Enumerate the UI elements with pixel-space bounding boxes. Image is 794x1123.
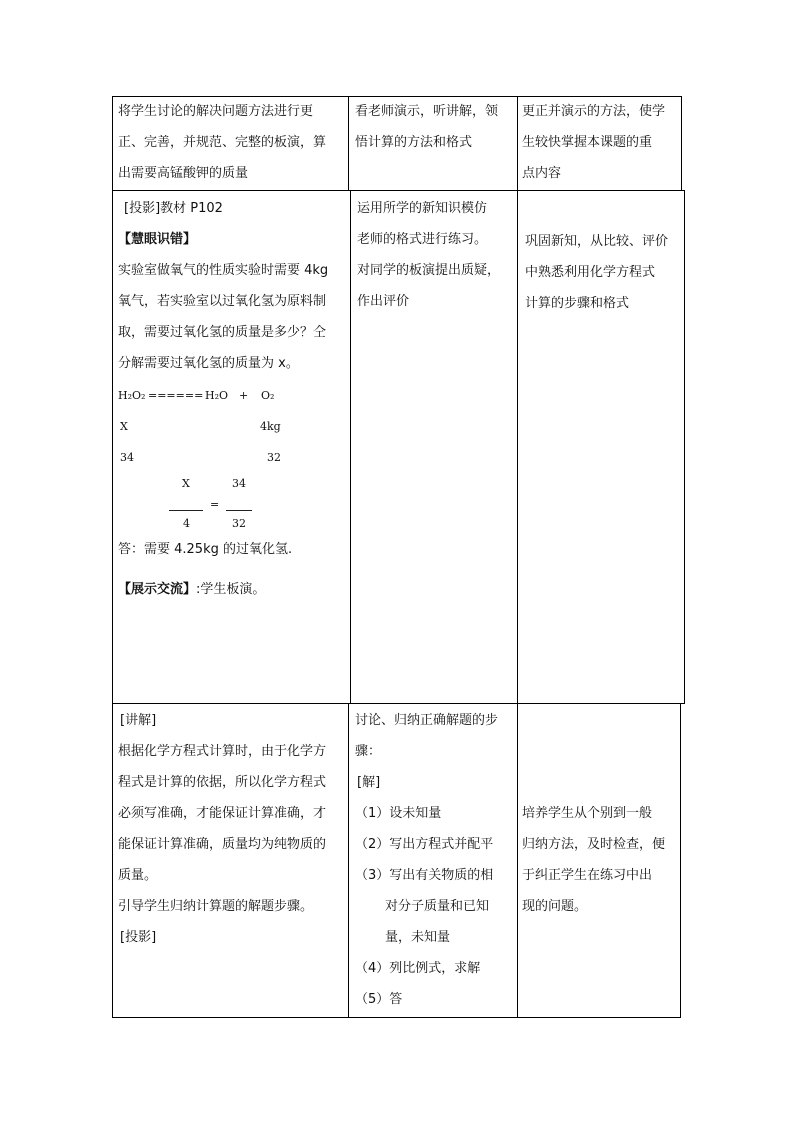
fraction-right-numerator: 34 (232, 477, 246, 490)
text-line: 引导学生归纳计算题的解题步骤。 (118, 899, 314, 914)
table-border-row1-bottom (112, 190, 685, 191)
text-line: 老师的格式进行练习。 (357, 232, 488, 247)
text-line: 运用所学的新知识模仿 (357, 201, 488, 216)
row2-design-intent (525, 226, 682, 319)
text-line: 悟计算的方法和格式 (355, 135, 473, 150)
equation-product-water: H₂O (205, 389, 229, 402)
row2-teacher-activity (118, 193, 348, 379)
row2-divider-b (517, 190, 518, 704)
text-line: 看老师演示，听讲解，领 (355, 104, 499, 119)
step-item-continued: 对分子质量和已知 (385, 899, 490, 914)
exchange-text: :学生板演。 (196, 582, 266, 597)
step-item-continued: 量，未知量 (385, 930, 451, 945)
step-item: （4）列比例式，求解 (355, 961, 481, 976)
fraction-left-numerator: X (182, 477, 190, 490)
fraction-right-denominator: 32 (232, 517, 246, 530)
row1-teacher-activity (118, 96, 346, 189)
text-line: 必须写准确，才能保证计算准确，才 (118, 806, 327, 821)
table-border-left (112, 96, 113, 1018)
equation-reactant: H₂O₂ (118, 389, 146, 402)
fraction-right-bar (226, 510, 252, 511)
molar-mass-h2o2: 34 (120, 451, 134, 464)
row2-divider-a (350, 190, 351, 704)
step-item: （5）答 (355, 992, 403, 1007)
row2-student-activity (357, 193, 515, 317)
text-line: 归纳方法，及时检查，便 (522, 837, 666, 852)
text-line: 更正并演示的方法，使学 (522, 104, 666, 119)
problem-line: 氧气，若实验室以过氧化氢为原料制 (118, 294, 327, 309)
projection-header: [投影]教材 P102 (124, 201, 223, 216)
text-line: 点内容 (522, 166, 562, 181)
step-item: （3）写出有关物质的相 (355, 868, 494, 883)
equation-arrow: ====== (148, 389, 204, 402)
text-line: 质量。 (118, 868, 158, 883)
text-line: 正、完善，并规范、完整的板演，算 (118, 135, 327, 150)
section-title: 【慧眼识错】 (118, 232, 197, 247)
text-line: 对同学的板演提出质疑， (357, 263, 501, 278)
fraction-equals: = (210, 498, 220, 511)
text-line: 根据化学方程式计算时，由于化学方 (118, 744, 327, 759)
molar-mass-o2: 32 (267, 451, 281, 464)
row3-design-intent (522, 798, 679, 922)
text-line: 培养学生从个别到一般 (522, 806, 653, 821)
row1-border-right (681, 96, 682, 191)
text-line: 将学生讨论的解决问题方法进行更 (118, 104, 314, 119)
problem-line: 实验室做氧气的性质实验时需要 4kg (118, 263, 329, 278)
step-item: （2）写出方程式并配平 (355, 837, 494, 852)
problem-line: 分解需要过氧化氢的质量为 x。 (118, 356, 299, 371)
text-line: 出需要高锰酸钾的质量 (118, 166, 249, 181)
lecture-label: [讲解] (120, 713, 157, 728)
unknown-x: X (120, 420, 128, 433)
step-item: （1）设未知量 (355, 806, 442, 821)
row2-border-right (684, 190, 685, 704)
row1-divider-b (517, 96, 518, 191)
row3-student-activity (355, 705, 515, 1015)
row1-student-activity (355, 96, 515, 158)
row3-divider-a (348, 703, 349, 1018)
equation-product-oxygen: O₂ (261, 389, 275, 402)
problem-line: 取，需要过氧化氢的质量是多少？仝 (118, 325, 327, 340)
row1-design-intent (522, 96, 679, 189)
projection-label: [投影] (120, 930, 157, 945)
text-line: 生较快掌握本课题的重 (522, 135, 653, 150)
row3-teacher-activity (118, 705, 346, 953)
answer-line: 答：需要 4.25kg 的过氧化氢. (118, 542, 293, 557)
text-line: 骤： (355, 744, 382, 759)
row1-divider-a (348, 96, 349, 191)
row3-divider-b (517, 703, 518, 1018)
table-border-bottom (112, 1017, 681, 1018)
text-line: 中熟悉利用化学方程式 (525, 265, 656, 280)
fraction-left-denominator: 4 (183, 517, 190, 530)
text-line: 讨论、归纳正确解题的步 (355, 713, 499, 728)
table-border-row2-bottom (112, 703, 685, 704)
fraction-left-bar (169, 510, 203, 511)
exchange-line (118, 578, 265, 597)
text-line: 巩固新知，从比较、评价 (525, 234, 669, 249)
text-line: 于纠正学生在练习中出 (522, 868, 653, 883)
text-line: [解] (357, 775, 381, 790)
text-line: 程式是计算的依据，所以化学方程式 (118, 775, 327, 790)
exchange-label: 【展示交流】 (118, 582, 197, 597)
text-line: 作出评价 (357, 294, 410, 309)
text-line: 现的问题。 (522, 899, 588, 914)
equation-plus: + (239, 389, 249, 402)
known-mass: 4kg (260, 420, 281, 433)
text-line: 计算的步骤和格式 (525, 296, 630, 311)
text-line: 能保证计算准确，质量均为纯物质的 (118, 837, 327, 852)
row3-border-right (680, 703, 681, 1018)
